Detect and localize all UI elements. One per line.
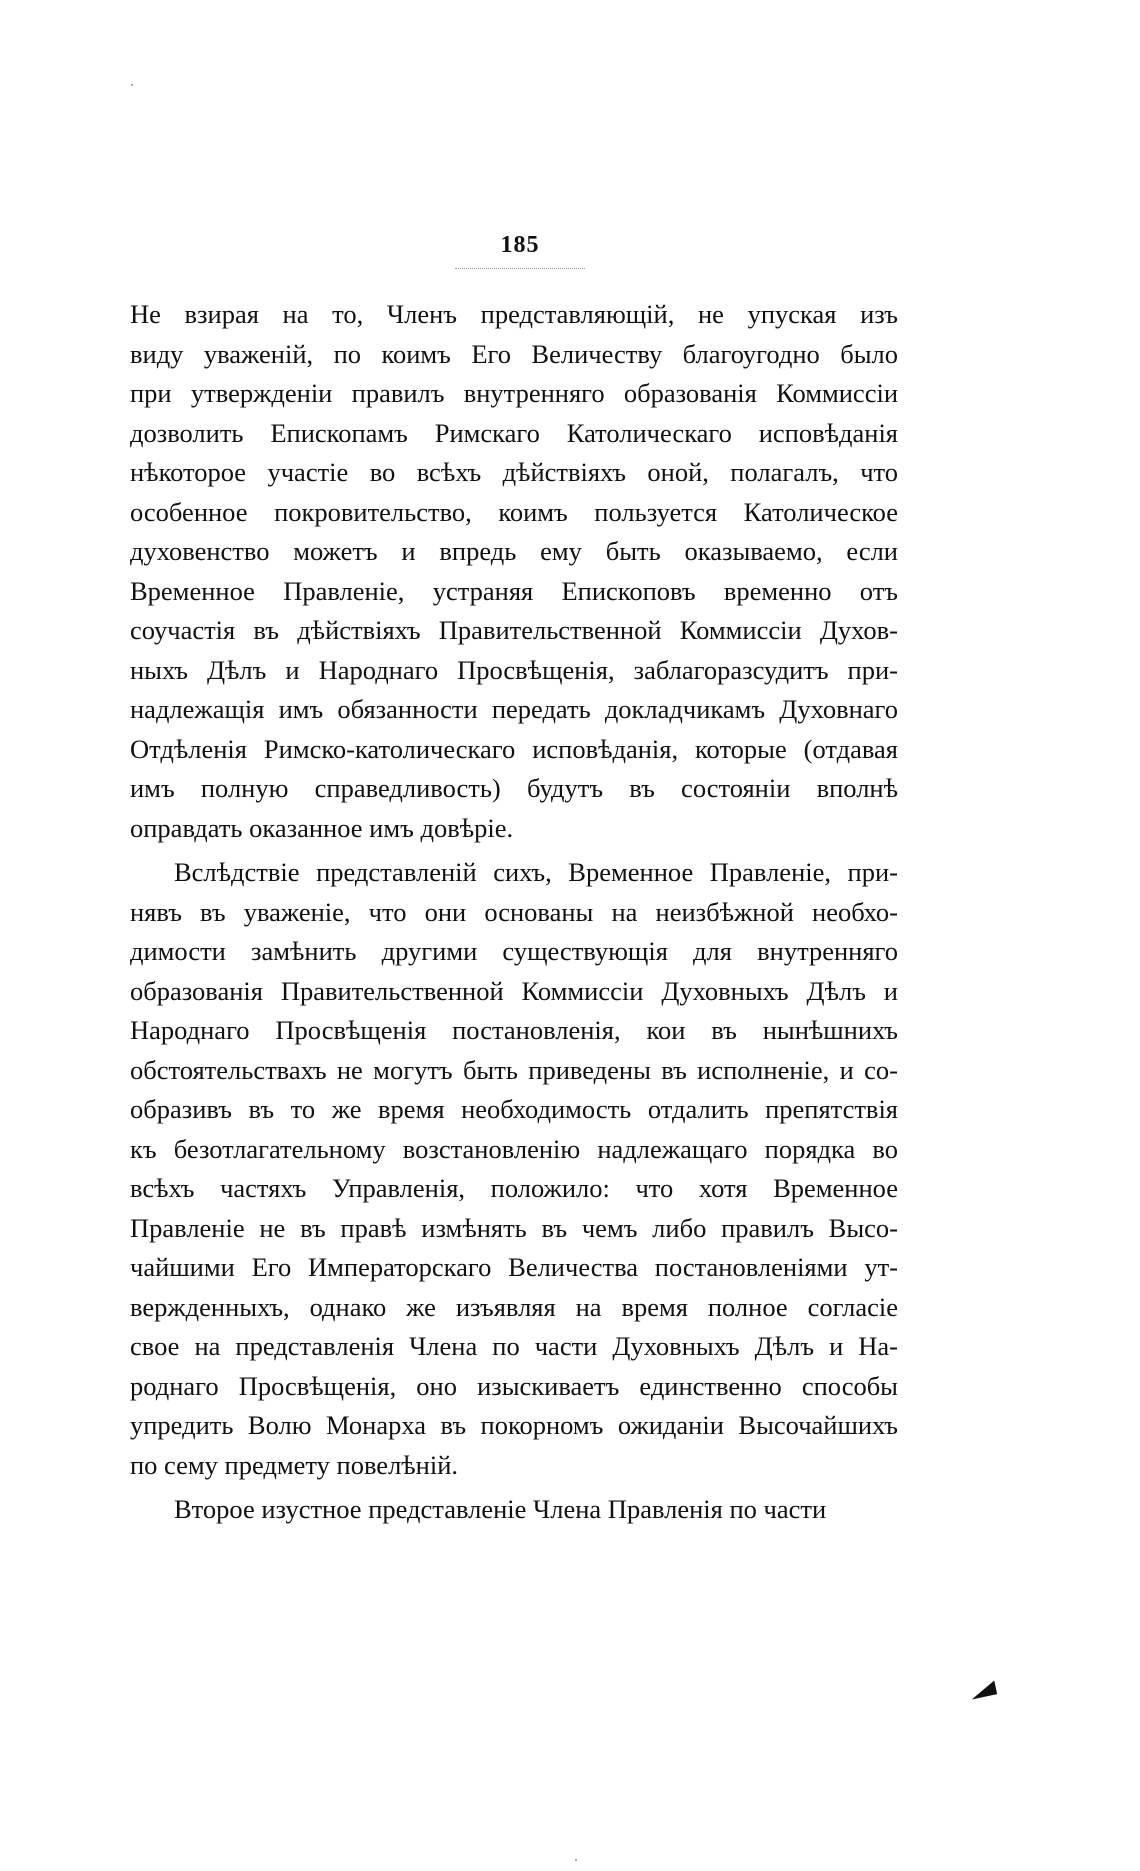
text-line: Народнаго Просвѣщенія постановленія, кои въ нынѣшнихъ bbox=[130, 1015, 898, 1045]
text-line: чайшими Его Императорскаго Величества постановленіями ут- bbox=[130, 1252, 898, 1282]
scan-speck bbox=[575, 1859, 577, 1861]
scan-speck bbox=[131, 84, 133, 86]
text-line: надлежащія имъ обязанности передать докладчикамъ Духовнаго bbox=[130, 694, 898, 724]
text-line: соучастія въ дѣйствіяхъ Правительственной Коммиссіи Духов- bbox=[130, 615, 898, 645]
pencil-scribble bbox=[455, 268, 585, 275]
text-line: особенное покровительство, коимъ пользуется Католическое bbox=[130, 496, 898, 527]
text-line: духовенство можетъ и впредь ему быть оказываемо, если bbox=[130, 536, 898, 566]
text-line: упредить Волю Монарха въ покорномъ ожиданіи Высочайшихъ bbox=[130, 1410, 898, 1440]
paragraph bbox=[130, 853, 898, 1485]
text-line: къ безотлагательному возстановленію надлежащаго порядка во bbox=[130, 1133, 898, 1164]
text-line: имъ полную справедливость) будутъ въ состояніи вполнѣ bbox=[130, 773, 898, 803]
text-line: вержденныхъ, однако же изъявляя на время полное согласіе bbox=[130, 1291, 898, 1322]
text-line: Второе изустное представленіе Члена Правленія по части bbox=[174, 1494, 827, 1524]
corner-ink-mark bbox=[969, 1680, 997, 1699]
body-text bbox=[130, 295, 898, 1530]
text-line: ныхъ Дѣлъ и Народнаго Просвѣщенія, заблагоразсудитъ при- bbox=[130, 654, 898, 685]
text-line: образивъ въ то же время необходимость отдалить препятствія bbox=[130, 1094, 898, 1124]
text-line: свое на представленія Члена по части Духовныхъ Дѣлъ и На- bbox=[130, 1331, 898, 1361]
text-line: нявъ въ уваженіе, что они основаны на неизбѣжной необхо- bbox=[130, 896, 898, 927]
text-line: роднаго Просвѣщенія, оно изыскиваетъ единственно способы bbox=[130, 1370, 898, 1401]
text-line: Отдѣленія Римско-католическаго исповѣданія, которые (отдавая bbox=[130, 733, 898, 764]
page-number: 185 bbox=[500, 232, 540, 258]
text-line: Временное Правленіе, устраняя Епископовъ временно отъ bbox=[130, 575, 898, 606]
text-line: Не взирая на то, Членъ представляющій, не упуская изъ bbox=[130, 299, 898, 329]
text-line: виду уваженій, по коимъ Его Величеству благоугодно было bbox=[130, 338, 898, 369]
text-line: нѣкоторое участіе во всѣхъ дѣйствіяхъ оной, полагалъ, что bbox=[130, 457, 898, 487]
text-line: димости замѣнить другими существующія для внутренняго bbox=[130, 936, 898, 966]
text-line: обстоятельствахъ не могутъ быть приведены въ исполненіе, и со- bbox=[130, 1054, 898, 1085]
text-line: образованія Правительственной Коммиссіи Духовныхъ Дѣлъ и bbox=[130, 975, 898, 1006]
text-line: при утвержденіи правилъ внутренняго образованія Коммиссіи bbox=[130, 378, 898, 408]
text-line: дозволить Епископамъ Римскаго Католическаго исповѣданія bbox=[130, 417, 898, 448]
text-line: Вслѣдствіе представленій сихъ, Временное Правленіе, при- bbox=[174, 857, 898, 887]
text-line: Правленіе не въ правѣ измѣнять въ чемъ либо правилъ Высо- bbox=[130, 1212, 898, 1243]
text-line: по сему предмету повелѣній. bbox=[130, 1449, 459, 1480]
paragraph bbox=[130, 295, 898, 848]
text-line: всѣхъ частяхъ Управленія, положило: что хотя Временное bbox=[130, 1173, 898, 1203]
paragraph bbox=[130, 1490, 898, 1530]
text-line: оправдать оказанное имъ довѣріе. bbox=[130, 812, 514, 843]
